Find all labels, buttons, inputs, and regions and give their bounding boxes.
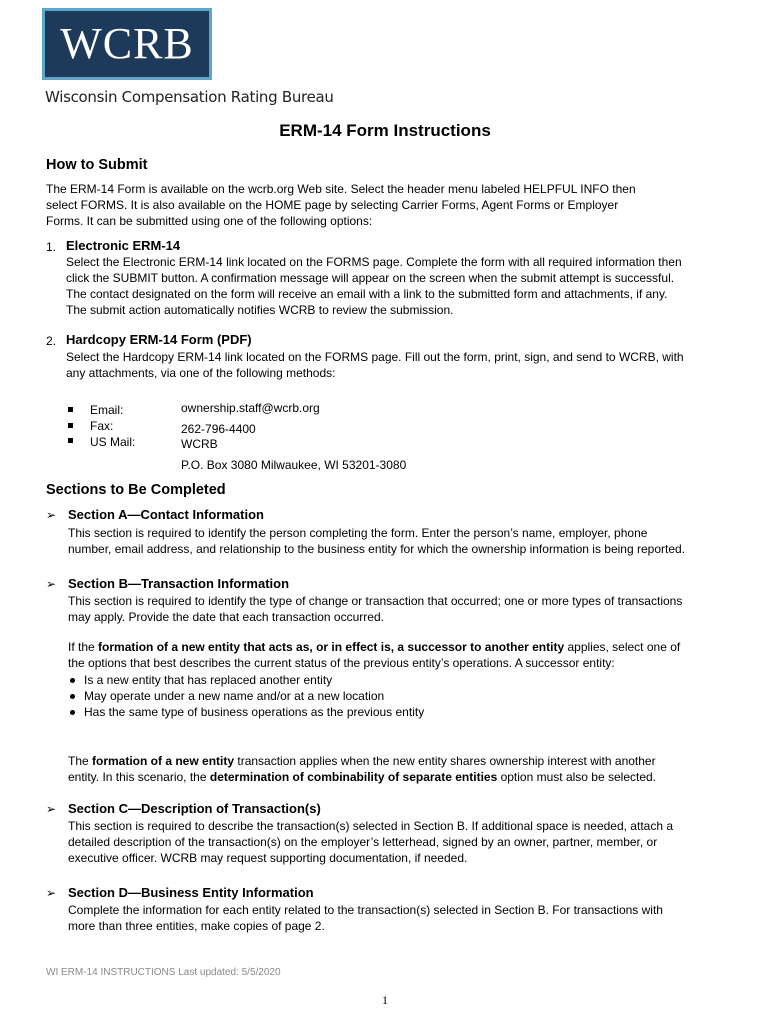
sections-heading: Sections to Be Completed	[46, 482, 226, 498]
bullet-dot	[70, 678, 75, 683]
option-2-title: Hardcopy ERM-14 Form (PDF)	[66, 332, 252, 347]
section-d-description: Complete the information for each entity related to the transaction(s) selected in Section B. For transactions with more than three entities, make copies of page 2.	[68, 903, 663, 933]
section-b-description: This section is required to identify the type of change or transaction that occurred; one or more types of transactions may apply. Provide the date that each transaction occurred.	[68, 594, 683, 624]
page-title: ERM-14 Form Instructions	[279, 121, 491, 140]
logo-text: WCRB	[60, 19, 194, 68]
page-number: 1	[382, 993, 388, 1007]
section-b-title: Section B—Transaction Information	[68, 576, 290, 591]
list-item: Has the same type of business operations as the previous entity	[84, 705, 425, 719]
section-d-title: Section D—Business Entity Information	[68, 885, 314, 900]
option-1-title: Electronic ERM-14	[66, 238, 181, 253]
arrow-bullet-icon: ➢	[46, 577, 57, 591]
bullet-square	[68, 407, 73, 412]
bullet-square	[68, 423, 73, 428]
list-item: Is a new entity that has replaced another entity	[84, 673, 333, 687]
mail-name: WCRB	[181, 437, 218, 451]
section-b-successor-text: If the formation of a new entity that acts as, or in effect is, a successor to another entity applies, select one of the options that best describes the current status of the previous entity’s operations. A successor entity:	[68, 640, 681, 670]
fax-number: 262-796-4400	[181, 422, 256, 436]
org-name: Wisconsin Compensation Rating Bureau	[45, 88, 334, 106]
fax-label: Fax:	[90, 419, 114, 433]
method-labels	[90, 402, 135, 450]
section-c-description: This section is required to describe the transaction(s) selected in Section B. If additional space is needed, attach a detailed description of the transaction(s) on the employer’s letterhead, signed by an owner, partner, member, or executive officer. WCRB may request supporting documentation, if needed.	[68, 819, 674, 865]
email-label: Email:	[90, 403, 124, 417]
bullet-dot	[70, 694, 75, 699]
footer-text: WI ERM-14 INSTRUCTIONS Last updated: 5/5/2020	[46, 967, 281, 978]
list-item: May operate under a new name and/or at a new location	[84, 689, 385, 703]
section-b-formation-text: The formation of a new entity transaction applies when the new entity shares ownership interest with another entity. In this scenario, the determination of combinability of separate entities option must also be selected.	[68, 754, 657, 784]
arrow-bullet-icon: ➢	[46, 802, 57, 816]
bullet-dot	[70, 710, 75, 715]
option-2-description: Select the Hardcopy ERM-14 link located on the FORMS page. Fill out the form, print, sign, and send to WCRB, with any attachments, via one of the following methods:	[66, 350, 684, 380]
arrow-bullet-icon: ➢	[46, 886, 57, 900]
email-address[interactable]: ownership.staff@wcrb.org	[181, 401, 320, 415]
mail-address: P.O. Box 3080 Milwaukee, WI 53201-3080	[181, 458, 407, 472]
wcrb-logo	[42, 8, 212, 80]
section-a-description: This section is required to identify the person completing the form. Enter the person’s name, employer, phone number, email address, and relationship to the business entity for which the ownership information is being reported.	[68, 526, 686, 556]
section-c-title: Section C—Description of Transaction(s)	[68, 801, 321, 816]
option-1-number: 1.	[46, 240, 57, 254]
how-to-submit-heading: How to Submit	[46, 157, 148, 173]
successor-bullet-list	[84, 672, 424, 720]
how-to-submit-intro: The ERM-14 Form is available on the wcrb.org Web site. Select the header menu labeled HELPFUL INFO then select FORMS. It is also available on the HOME page by selecting Carrier Forms, Agent Forms or Employer Forms. It can be submitted using one of the following options:	[46, 182, 636, 228]
option-1-description: Select the Electronic ERM-14 link located on the FORMS page. Complete the form with all required information then click the SUBMIT button. A confirmation message will appear on the screen when the submit attempt is successful. The contact designated on the form will receive an email with a link to the submitted form and attachments, if any. The submit action automatically notifies WCRB to review the submission.	[66, 255, 682, 317]
arrow-bullet-icon: ➢	[46, 508, 57, 522]
option-2-number: 2.	[46, 334, 57, 348]
section-a-title: Section A—Contact Information	[68, 507, 264, 522]
bullet-square	[68, 438, 73, 443]
mail-label: US Mail:	[90, 435, 136, 449]
